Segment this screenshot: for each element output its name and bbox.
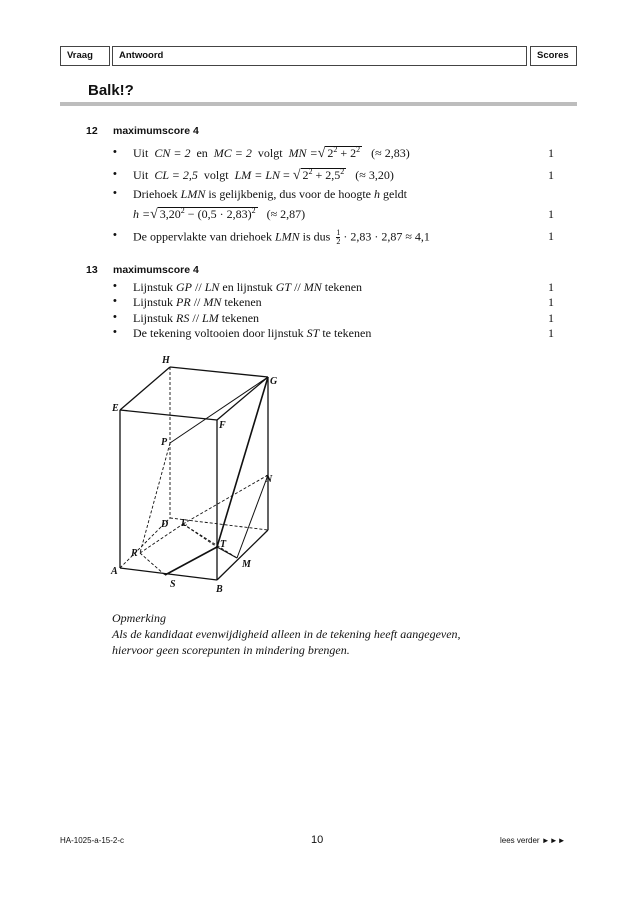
- bullet: •: [113, 146, 117, 158]
- text: geldt: [383, 187, 407, 201]
- q12-score-3: 1: [548, 207, 554, 221]
- edge-ef: [120, 410, 217, 420]
- formula-cn: CN = 2: [154, 146, 191, 160]
- text: volgt: [257, 146, 283, 160]
- segment-gp: [170, 377, 268, 443]
- text: Lijnstuk: [133, 280, 174, 294]
- section-rule: [60, 102, 577, 106]
- page-number: 10: [311, 834, 324, 846]
- formula-cl: CL = 2,5: [154, 168, 198, 182]
- bullet: •: [113, 229, 117, 241]
- fraction-denominator: 2: [336, 237, 341, 246]
- q13-item-3: [133, 311, 259, 326]
- text: Uit: [133, 168, 149, 182]
- radical-sign: √: [150, 207, 158, 222]
- term: (0,5 · 2,83): [197, 207, 252, 221]
- text: volgt: [203, 168, 229, 182]
- sqrt-body: $2^2 + 2^2$: [327, 145, 361, 160]
- header-vraag: [60, 46, 110, 66]
- text: is gelijkbenig, dus voor de hoogte: [208, 187, 371, 201]
- edge-eh: [120, 367, 170, 410]
- segment: LM: [202, 311, 219, 325]
- segment: MN: [203, 295, 222, 309]
- header-scores: [530, 46, 577, 66]
- cuboid-figure: [100, 350, 300, 600]
- text: tekenen: [324, 280, 363, 294]
- bullet: •: [113, 311, 117, 323]
- term: 2: [302, 168, 309, 182]
- label-p: P: [161, 437, 168, 448]
- q12-item-2: Uit CL = 2,5 volgt LM = LN = √ $2^2 + 2,5^2$ (≈ 3,20): [133, 167, 394, 183]
- remark-line-2: hiervoor geen scorepunten in mindering brengen.: [112, 643, 350, 657]
- segment: GT: [275, 280, 292, 294]
- text: en: [196, 146, 208, 160]
- label-s: S: [170, 579, 176, 590]
- fraction: [336, 229, 340, 246]
- parallel-sign: //: [192, 311, 200, 325]
- text: is dus: [302, 229, 331, 244]
- formula-mc: MC = 2: [213, 146, 252, 160]
- text: De tekening voltooien door lijnstuk: [133, 326, 304, 340]
- q13-score-1: 1: [548, 280, 554, 294]
- formula-lmn: LMN: [180, 187, 206, 201]
- parallel-sign: //: [195, 280, 202, 294]
- bullet: •: [113, 187, 117, 199]
- segment: GP: [176, 280, 193, 294]
- q13-number: 13: [86, 264, 98, 276]
- q13-score-2: 1: [548, 295, 554, 309]
- hidden-segment-lm: [183, 524, 237, 558]
- segment: ST: [306, 326, 320, 340]
- footer-next: lees verder ►►►: [500, 836, 566, 845]
- term: 2,5: [325, 168, 341, 182]
- edge-bc: [217, 530, 268, 580]
- label-m: M: [242, 559, 251, 570]
- text: Driehoek: [133, 187, 178, 201]
- hidden-segment-lt: [183, 524, 217, 547]
- header-vraag-label: Vraag: [67, 50, 93, 61]
- q12-score-4: 1: [548, 229, 554, 243]
- radical-sign: √: [292, 168, 301, 183]
- q12-item-1: [133, 146, 410, 161]
- label-a: A: [111, 566, 118, 577]
- label-n: N: [265, 474, 273, 485]
- bullet: •: [113, 326, 117, 338]
- q13-score-3: 1: [548, 311, 554, 325]
- segment-gt: [217, 377, 268, 547]
- text: en lijnstuk: [222, 280, 273, 294]
- segment: LN: [204, 280, 220, 294]
- edge-hg: [170, 367, 268, 377]
- parallel-sign: //: [193, 295, 201, 309]
- q13-item-2: [133, 295, 262, 310]
- formula-lm: LM = LN: [234, 168, 281, 182]
- sqrt-body: $2^2 + 2,5^2$: [302, 167, 345, 182]
- hidden-segment-pr: [140, 443, 170, 553]
- label-f: F: [219, 420, 226, 431]
- bullet: •: [113, 280, 117, 292]
- segment: RS: [176, 311, 190, 325]
- q13-title: maximumscore 4: [113, 264, 199, 276]
- text: te tekenen: [322, 326, 372, 340]
- term: 2: [350, 146, 357, 160]
- label-e: E: [112, 403, 119, 414]
- remark-title: Opmerking: [112, 611, 166, 625]
- segment: MN: [303, 280, 322, 294]
- approx-value: (≈ 2,83): [371, 146, 410, 160]
- text: tekenen: [221, 311, 260, 325]
- term: 2: [327, 146, 334, 160]
- formula-mn: MN =: [288, 146, 318, 160]
- edge-fg: [217, 377, 268, 420]
- q12-title: maximumscore 4: [113, 125, 199, 137]
- text: tekenen: [224, 295, 262, 309]
- header-antwoord: [112, 46, 527, 66]
- formula-lmn: LMN: [274, 229, 300, 244]
- formula-area: · 2,83 · 2,87 ≈ 4,1: [343, 229, 430, 244]
- label-b: B: [216, 584, 223, 595]
- q12-item-4: [133, 229, 430, 246]
- remark-line-1: Als de kandidaat evenwijdigheid alleen in de tekening heeft aangegeven,: [112, 627, 461, 641]
- q12-number: 12: [86, 125, 98, 137]
- label-t: T: [220, 539, 227, 550]
- formula-h: h: [374, 187, 380, 201]
- q12-item-3: [133, 187, 407, 202]
- label-h: H: [162, 355, 170, 366]
- q12-score-1: 1: [548, 146, 554, 160]
- sqrt-body: $3,20^2 - (0,5 \cdot 2,83)^2$: [159, 206, 256, 221]
- text: Lijnstuk: [133, 295, 174, 309]
- header-antwoord-label: Antwoord: [119, 50, 164, 61]
- footer-code: HA-1025-a-15-2-c: [60, 836, 125, 845]
- label-l: L: [181, 518, 188, 529]
- formula-h: h =: [133, 207, 151, 221]
- segment-st: [165, 547, 217, 575]
- q13-item-1: [133, 280, 362, 295]
- label-g: G: [270, 376, 278, 387]
- header-scores-label: Scores: [537, 50, 569, 61]
- parallel-sign: //: [294, 280, 301, 294]
- radical-sign: √: [317, 146, 326, 161]
- label-r: R: [131, 548, 138, 559]
- label-d: D: [161, 519, 169, 530]
- q13-score-4: 1: [548, 326, 554, 340]
- fraction-numerator: 1: [336, 228, 341, 237]
- section-title: Balk!?: [88, 82, 134, 99]
- q12-item-3-formula: [133, 207, 305, 222]
- q13-item-4: [133, 326, 371, 341]
- text: Uit: [133, 146, 149, 160]
- bullet: •: [113, 295, 117, 307]
- term: 3,20: [159, 207, 181, 221]
- approx-value: (≈ 2,87): [266, 207, 306, 221]
- bullet: •: [113, 168, 117, 180]
- segment: PR: [176, 295, 191, 309]
- approx-value: (≈ 3,20): [355, 168, 394, 182]
- text: De oppervlakte van driehoek: [133, 229, 272, 244]
- text: Lijnstuk: [133, 311, 174, 325]
- q12-score-2: 1: [548, 168, 554, 182]
